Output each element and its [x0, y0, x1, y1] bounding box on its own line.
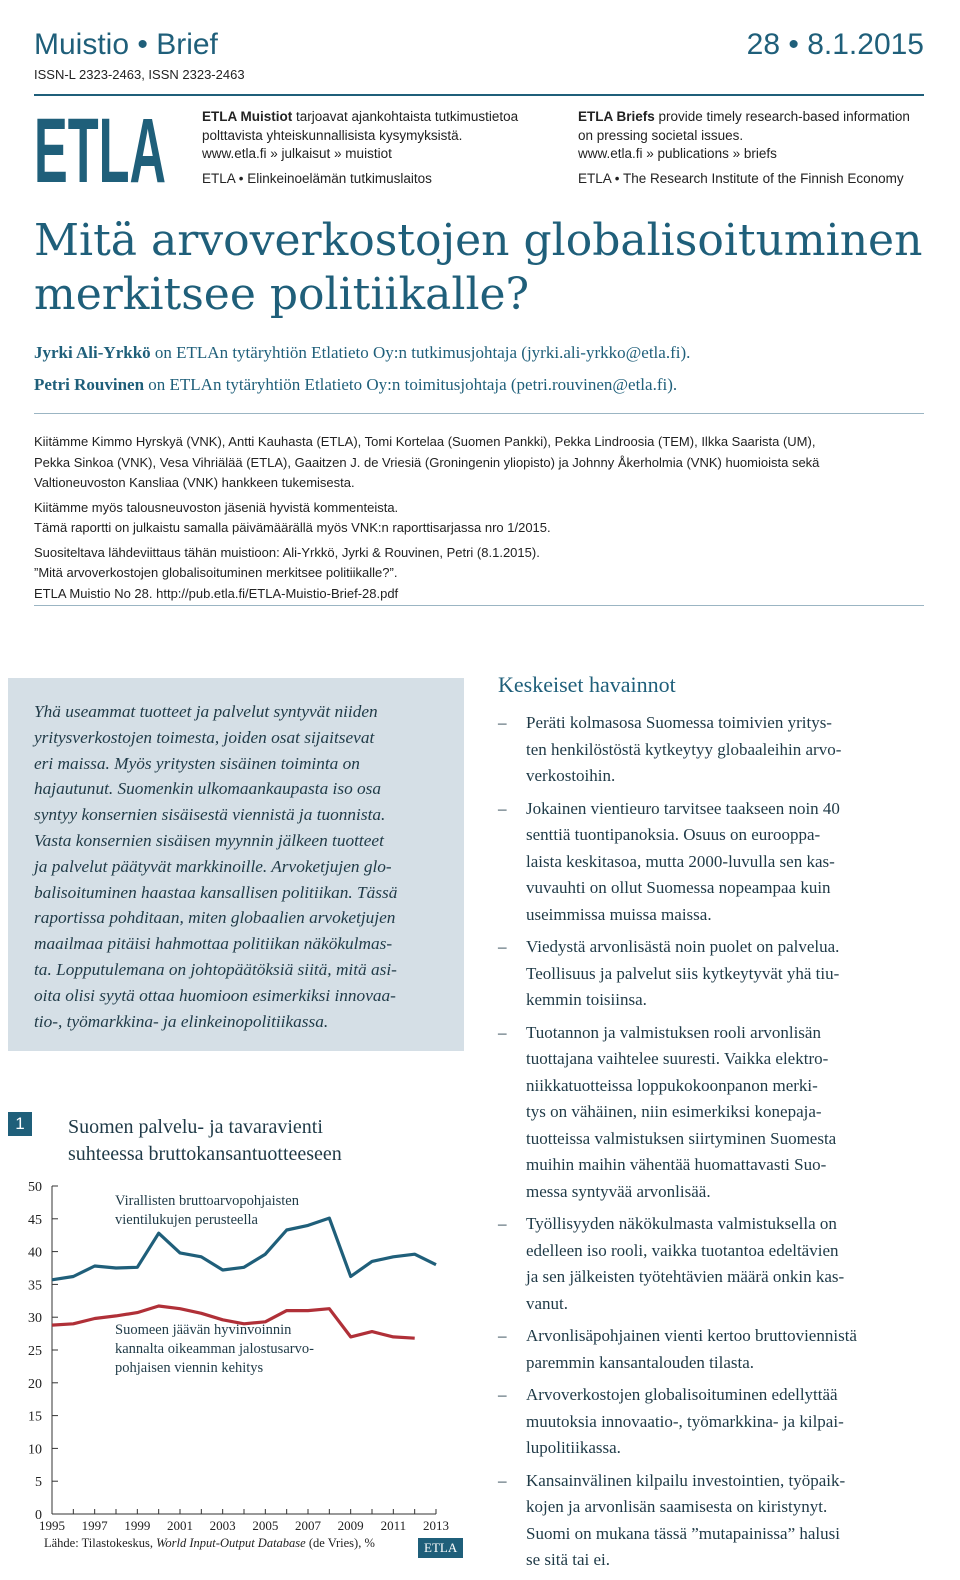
finding-line: tuottajana vaihtelee suuresti. Vaikka elektro- — [526, 1049, 829, 1068]
finding-line: ja sen jälkeisten työtehtävien määrä onkin kas- — [526, 1267, 845, 1286]
x-tick-label: 2003 — [209, 1518, 236, 1530]
finding-line: Työllisyyden näkökulmasta valmistuksella on — [526, 1214, 837, 1233]
finding-line: useimmissa muissa maissa. — [526, 904, 712, 924]
ack-citation-line2: ”Mitä arvoverkostojen globalisoituminen merkitsee politiikalle?”. — [34, 565, 398, 580]
ack-p3: Tämä raportti on julkaistu samalla päivämäärällä myös VNK:n raporttisarjassa nro 1/2015. — [34, 520, 551, 535]
series-label: kannalta oikeamman jalostusarvo- — [115, 1341, 314, 1357]
finding-item — [498, 934, 950, 1014]
finding-line: Jokainen vientieuro tarvitsee taakseen noin 40 — [526, 798, 840, 818]
chart-title-line2: suhteessa bruttokansantuotteeseen — [68, 1143, 342, 1165]
y-tick-label: 15 — [28, 1409, 42, 1425]
summary-line: Vasta konsernien sisäisen myynnin jälkeen tuotteet — [34, 830, 384, 850]
y-tick-label: 40 — [28, 1245, 42, 1261]
finding-line: kojen ja arvonlisän saamisesta on kiristynyt. — [526, 1497, 828, 1516]
series-label: Suomeen jäävän hyvinvoinnin — [115, 1322, 292, 1338]
chart-title — [68, 1114, 342, 1168]
blurb-fi-bold: ETLA Muistiot — [202, 109, 293, 124]
x-tick-label: 2013 — [423, 1518, 449, 1530]
author-2-name: Petri Rouvinen — [34, 375, 145, 394]
finding-line: Tuotannon ja valmistuksen rooli arvonlisän — [526, 1022, 821, 1042]
summary-line: hajautunut. Suomenkin ulkomaankaupasta iso osa — [34, 779, 382, 799]
finding-line: Suomi on mukana tässä ”mutapainissa” halusi — [526, 1523, 840, 1543]
blurb-fi-link[interactable]: www.etla.fi » julkaisut » muistiot — [202, 146, 392, 161]
x-tick-label: 1995 — [39, 1518, 65, 1530]
header-rule — [34, 94, 924, 96]
finding-line: vanut. — [526, 1293, 569, 1313]
y-tick-label: 25 — [28, 1344, 42, 1359]
ack-citation-line1: Suositeltava lähdeviittaus tähän muistioon: Ali-Yrkkö, Jyrki & Rouvinen, Petri (8.1.2015). — [34, 544, 540, 560]
summary-line: Yhä useammat tuotteet ja palvelut syntyvät niiden — [34, 702, 378, 721]
finding-line: ten henkilöstöstä kytkeytyy globaaleihin arvo- — [526, 739, 842, 759]
ack-p1-line2: Pekka Sinkoa (VNK), Vesa Vihriälää (ETLA), Gaaitzen J. de Vriesiä (Groningenin yliopisto) ja Johnny Åkerholmia (VNK) huomioista sekä — [34, 454, 820, 470]
y-tick-label: 10 — [28, 1442, 42, 1458]
x-tick-label: 1999 — [124, 1518, 151, 1530]
ack-citation-link[interactable]: ETLA Muistio No 28. http://pub.etla.fi/ETLA-Muistio-Brief-28.pdf — [34, 585, 399, 601]
x-tick-label: 2007 — [295, 1518, 321, 1530]
summary-line: maailmaa pitäisi hahmottaa politiikan näkökulmas- — [34, 934, 393, 954]
chart-etla-badge: ETLA — [418, 1538, 463, 1558]
series-title: Muistio • Brief — [34, 28, 218, 61]
finding-line: se sitä tai ei. — [526, 1550, 611, 1569]
series-label: pohjaisen viennin kehitys — [115, 1360, 264, 1376]
etla-logo — [34, 106, 168, 186]
summary-line: tio-, työmarkkina- ja elinkeinopolitiikassa. — [34, 1011, 329, 1031]
finding-item — [498, 1468, 950, 1574]
finding-line: Teollisuus ja palvelut siis kytkeytyvät yhä tiu- — [526, 963, 840, 983]
source-database: World Input-Output Database — [156, 1536, 306, 1550]
y-tick-label: 0 — [35, 1508, 42, 1523]
issn: ISSN-L 2323-2463, ISSN 2323-2463 — [34, 67, 245, 82]
finding-item — [498, 1382, 950, 1462]
blurb-english — [578, 108, 948, 188]
finding-item — [498, 1211, 950, 1317]
blurb-en-line2: on pressing societal issues. — [578, 127, 744, 143]
finding-line: paremmin kansantalouden tilasta. — [526, 1352, 755, 1372]
x-tick-label: 2005 — [252, 1518, 279, 1530]
finding-line: kemmin toisiinsa. — [526, 990, 647, 1009]
blurb-fi-line1: tarjoavat ajankohtaista tutkimustietoa — [292, 109, 519, 124]
page-title — [34, 214, 934, 322]
author-2-role: on ETLAn tytäryhtiön Etlatieto Oy:n toimitusjohtaja (petri.rouvinen@etla.fi). — [144, 375, 678, 394]
series-label: vientilukujen perusteella — [115, 1212, 258, 1228]
acknowledgements — [34, 432, 924, 604]
summary-line: yritysverkostojen toimesta, joiden osat sijaitsevat — [34, 727, 375, 747]
finding-line: laista keskitasoa, mutta 2000-luvulla sen kas- — [526, 851, 835, 871]
finding-line: tys on vähäinen, niin esimerkiksi konepaja- — [526, 1102, 822, 1121]
author-1-role: on ETLAn tytäryhtiön Etlatieto Oy:n tutkimusjohtaja (jyrki.ali-yrkko@etla.fi). — [150, 343, 691, 362]
author-1 — [34, 343, 690, 363]
finding-dash: – — [498, 937, 507, 956]
ack-p1-line1: Kiitämme Kimmo Hyrskyä (VNK), Antti Kauhasta (ETLA), Tomi Kortelaa (Suomen Pankki), Pekka Lindroosia (TEM), Ilkka Saarista (UM), — [34, 434, 816, 449]
blurb-en-line1: provide timely research-based information — [654, 109, 910, 124]
summary-text — [34, 699, 454, 1034]
finding-line: lupolitiikassa. — [526, 1438, 621, 1457]
issue-number-date: 28 • 8.1.2015 — [746, 28, 924, 61]
finding-line: Kansainvälinen kilpailu investointien, työpaik- — [526, 1470, 846, 1490]
finding-dash: – — [498, 1326, 507, 1345]
y-tick-label: 35 — [28, 1278, 42, 1294]
finding-dash: – — [498, 1022, 507, 1042]
finding-line: muutoksia innovaatio-, työmarkkina- ja kilpai- — [526, 1411, 844, 1431]
x-tick-label: 2001 — [167, 1518, 193, 1530]
summary-line: ja palvelut päätyvät markkinoille. Arvoketjujen glo- — [34, 856, 392, 876]
finding-line: Arvonlisäpohjainen vienti kertoo bruttoviennistä — [526, 1326, 857, 1345]
title-line-1: Mitä arvoverkostojen globalisoituminen — [34, 215, 923, 266]
finding-line: niikkatuotteissa loppukokoonpanon merki- — [526, 1075, 818, 1095]
x-tick-label: 1997 — [81, 1518, 108, 1530]
finding-line: senttiä tuontipanoksia. Osuus on eurooppa- — [526, 825, 821, 844]
findings-list — [498, 710, 950, 1580]
finding-dash: – — [498, 1470, 507, 1490]
ack-p1-line3: Valtioneuvoston Kansliaa (VNK) hankkeen tukemisesta. — [34, 475, 355, 490]
ack-p2: Kiitämme myös talousneuvoston jäseniä hyvistä kommenteista. — [34, 499, 399, 515]
y-tick-label: 20 — [28, 1376, 42, 1392]
blurb-en-link[interactable]: www.etla.fi » publications » briefs — [578, 146, 777, 161]
finding-dash: – — [498, 1214, 507, 1233]
findings-title: Keskeiset havainnot — [498, 672, 676, 697]
summary-line: eri maissa. Myös yritysten sisäinen toiminta on — [34, 753, 360, 773]
author-1-name: Jyrki Ali-Yrkkö — [34, 343, 151, 362]
finding-line: vuvauhti on ollut Suomessa nopeampaa kuin — [526, 878, 831, 897]
ack-rule — [34, 605, 924, 606]
y-tick-label: 45 — [28, 1212, 42, 1228]
summary-line: ta. Lopputulemana on johtopäätöksiä siitä, mitä asi- — [34, 959, 397, 979]
summary-line: syntyy konsernien sisäisestä viennistä ja tuonnista. — [34, 805, 386, 825]
chart-source — [44, 1536, 375, 1551]
finding-item — [498, 1323, 950, 1376]
finding-line: verkostoihin. — [526, 766, 616, 785]
svg-text:ETLA: ETLA — [34, 106, 166, 186]
summary-line: oita olisi syytä ottaa huomioon esimerkiksi innovaa- — [34, 985, 396, 1005]
finding-dash: – — [498, 1385, 507, 1404]
author-rule — [34, 413, 924, 414]
chart-plot — [0, 1170, 470, 1530]
series-label: Virallisten bruttoarvopohjaisten — [115, 1193, 299, 1209]
summary-line: raportissa pohditaan, miten globaalien arvoketjujen — [34, 908, 396, 928]
x-tick-label: 2009 — [337, 1518, 364, 1530]
finding-line: tuotteissa valmistuksen siirtyminen Suomesta — [526, 1128, 837, 1148]
x-tick-label: 2011 — [380, 1518, 407, 1530]
blurb-finnish — [202, 108, 552, 188]
finding-line: muihin maihin vähentää huomattavasti Suo- — [526, 1155, 827, 1174]
summary-line: balisoituminen haastaa kansallisen politiikan. Tässä — [34, 882, 398, 902]
blurb-fi-institute: ETLA • Elinkeinoelämän tutkimuslaitos — [202, 170, 432, 186]
finding-item — [498, 796, 950, 929]
chart-number: 1 — [8, 1112, 32, 1136]
source-prefix: Lähde: Tilastokeskus, — [44, 1536, 157, 1550]
y-tick-label: 30 — [28, 1311, 42, 1327]
finding-line: Viedystä arvonlisästä noin puolet on palvelua. — [526, 937, 840, 956]
finding-dash: – — [498, 798, 507, 818]
y-tick-label: 5 — [35, 1475, 42, 1491]
finding-line: Arvoverkostojen globalisoituminen edellyttää — [526, 1385, 838, 1404]
author-2 — [34, 375, 677, 395]
chart-title-line1: Suomen palvelu- ja tavaravienti — [68, 1116, 323, 1138]
finding-item — [498, 1020, 950, 1206]
blurb-en-bold: ETLA Briefs — [578, 109, 655, 124]
finding-line: messa syntyvää arvonlisää. — [526, 1181, 711, 1201]
blurb-fi-line2: polttavista yhteiskunnallisista kysymyksistä. — [202, 127, 463, 143]
source-suffix: (de Vries), % — [305, 1536, 375, 1550]
finding-item — [498, 710, 950, 790]
title-line-2: merkitsee politiikalle? — [34, 269, 530, 320]
finding-dash: – — [498, 713, 507, 732]
finding-line: edelleen iso rooli, vaikka tuotantoa edeltävien — [526, 1240, 839, 1260]
finding-line: Peräti kolmasosa Suomessa toimivien yritys- — [526, 713, 832, 732]
y-tick-label: 50 — [28, 1180, 42, 1195]
blurb-en-institute: ETLA • The Research Institute of the Finnish Economy — [578, 170, 904, 186]
